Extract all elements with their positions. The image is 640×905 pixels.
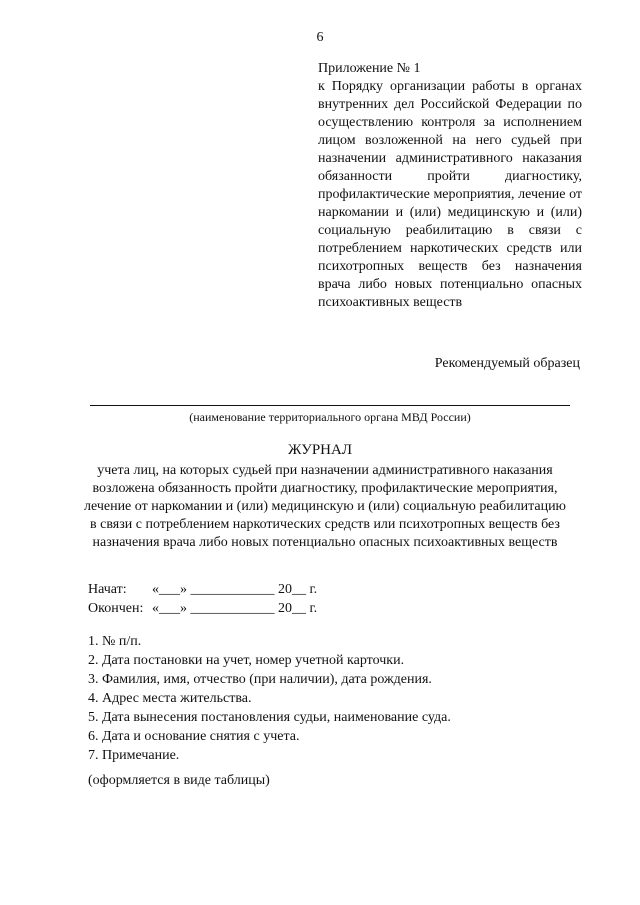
list-item: 3. Фамилия, имя, отчество (при наличии), дата рождения. — [88, 672, 432, 687]
end-date-row — [88, 599, 317, 618]
appendix-title: Приложение № 1 — [318, 61, 421, 76]
end-date-label: Окончен: — [88, 601, 144, 616]
org-name-caption: (наименование территориального органа МВД России) — [189, 410, 471, 424]
table-format-note: (оформляется в виде таблицы) — [88, 773, 270, 788]
page-number: 6 — [316, 30, 324, 45]
start-date-row — [88, 580, 317, 599]
appendix-block — [318, 60, 582, 312]
recommended-sample-label: Рекомендуемый образец — [434, 356, 580, 371]
org-name-line — [90, 405, 570, 406]
journal-dates — [88, 580, 317, 618]
appendix-text: к Порядку организации работы в органах внутренних дел Российской Федерации по осуществлению контроля за исполнением лицом возложенной на него судьей при назначении административного наказания обязанности пройти диагностику, профилактические мероприятия, лечение от наркомании и (или) медицинскую и (или) социальную реабилитацию в связи с потреблением наркотических средств или психотропных веществ без назначения врача либо новых потенциально опасных психоактивных веществ — [318, 79, 582, 310]
list-item: 1. № п/п. — [88, 634, 142, 649]
journal-title: ЖУРНАЛ — [287, 442, 353, 458]
start-date-value: «___» ____________ 20__ г. — [152, 582, 318, 597]
journal-fields-list — [88, 632, 451, 765]
end-date-value: «___» ____________ 20__ г. — [152, 601, 318, 616]
start-date-label: Начат: — [88, 582, 127, 597]
list-item: 6. Дата и основание снятия с учета. — [88, 729, 300, 744]
list-item: 7. Примечание. — [88, 748, 180, 763]
list-item: 2. Дата постановки на учет, номер учетной карточки. — [88, 653, 405, 668]
list-item: 5. Дата вынесения постановления судьи, наименование суда. — [88, 710, 451, 725]
list-item: 4. Адрес места жительства. — [88, 691, 252, 706]
journal-subtitle: учета лиц, на которых судьей при назначении административного наказания возложена обязанность пройти диагностику, профилактические мероприятия, лечение от наркомании и (или) медицинскую и (или) социальную реабилитацию в связи с потреблением наркотических средств или психотропных веществ без назначения врача либо новых потенциально опасных психоактивных веществ — [83, 463, 567, 550]
